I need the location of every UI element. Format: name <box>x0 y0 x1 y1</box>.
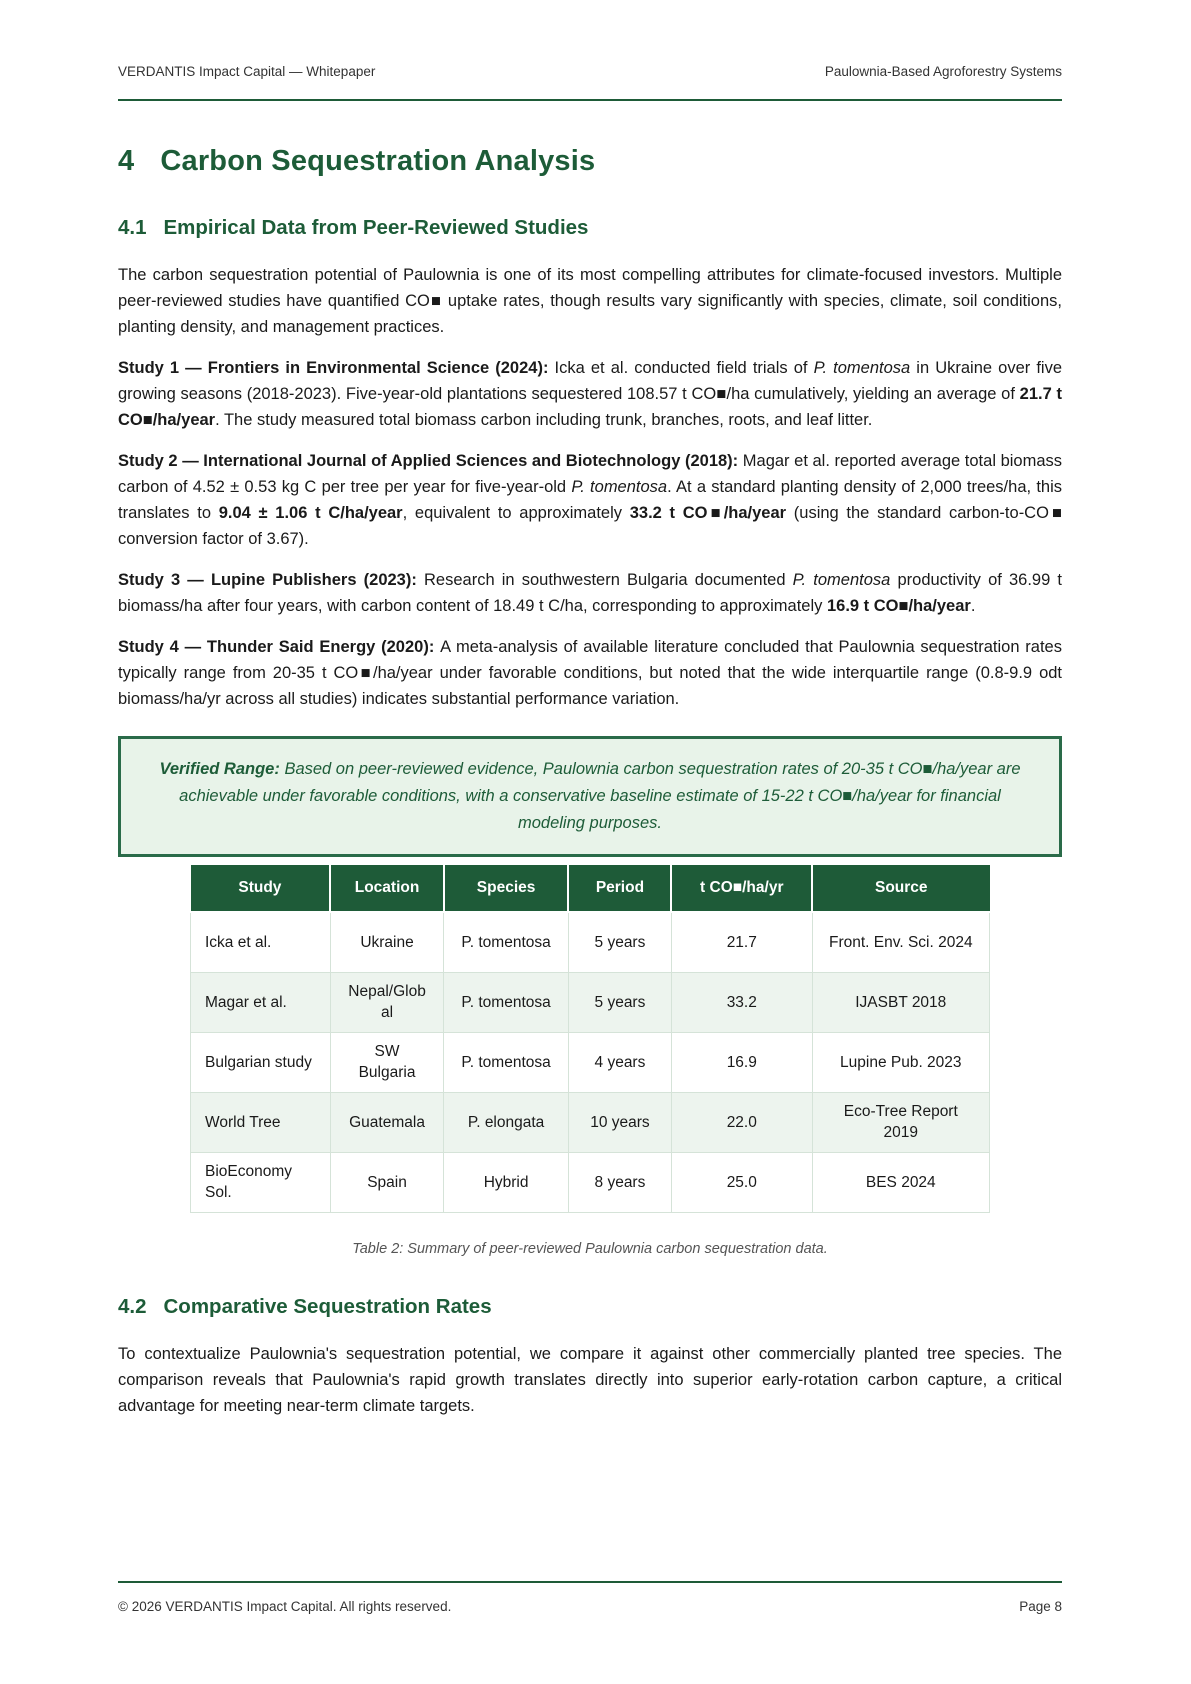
text-segment: Icka et al. conducted field trials of <box>554 359 814 377</box>
text-segment: Verified Range: <box>159 760 285 778</box>
table-cell: 8 years <box>568 1152 671 1212</box>
text-segment: Study 2 — International Journal of Applied Sciences and Biotechnology (2018): <box>118 452 743 470</box>
subsection-4-2-heading <box>118 1295 1062 1319</box>
text-segment: , equivalent to approximately <box>402 504 630 522</box>
table-cell: 10 years <box>568 1092 671 1152</box>
study-4-paragraph <box>118 634 1062 712</box>
table-cell: Ukraine <box>330 912 443 972</box>
table-row <box>191 1032 990 1092</box>
text-segment: To contextualize Paulownia's sequestration potential, we compare it against other commercially planted tree species. The comparison reveals that Paulownia's rapid growth translates directly into superior early-rotation carbon capture, a critical advantage for meeting near-term climate targets. <box>118 1344 1062 1415</box>
table-cell: P. elongata <box>444 1092 569 1152</box>
table-cell: Bulgarian study <box>191 1032 331 1092</box>
table-cell: Magar et al. <box>191 972 331 1032</box>
copyright-text: © 2026 VERDANTIS Impact Capital. All rights reserved. <box>118 1599 452 1614</box>
table-row <box>191 912 990 972</box>
subsection-number: 4.2 <box>118 1294 147 1318</box>
table-cell: Guatemala <box>330 1092 443 1152</box>
column-header: Location <box>330 865 443 912</box>
text-segment: in Ukraine over five growing seasons (2018-2023). Five-year-old plantations sequestered 108.57 t CO■/ha cumulatively, yielding an average of <box>118 359 1062 403</box>
table-cell: Lupine Pub. 2023 <box>812 1032 989 1092</box>
text-segment: . The study measured total biomass carbon including trunk, branches, roots, and leaf litter. <box>215 411 873 429</box>
table-cell: P. tomentosa <box>444 912 569 972</box>
text-segment: productivity of 36.99 t biomass/ha after four years, with carbon content of 18.49 t C/ha, corresponding to approximately <box>118 571 1062 615</box>
verified-range-callout <box>118 736 1062 857</box>
table-cell: Icka et al. <box>191 912 331 972</box>
table-cell: BioEconomy Sol. <box>191 1152 331 1212</box>
table-row <box>191 972 990 1032</box>
text-segment: P. tomentosa <box>792 571 891 589</box>
comparative-intro-paragraph <box>118 1341 1062 1419</box>
text-segment: Magar et al. reported average total biomass carbon of 4.52 ± 0.53 kg C per tree per year for five-year-old <box>118 452 1063 496</box>
text-segment: 9.04 ± 1.06 t C/ha/year <box>218 504 403 522</box>
text-segment: P. tomentosa <box>813 359 911 377</box>
text-segment: Study 4 — Thunder Said Energy (2020): <box>118 638 441 656</box>
table-cell: P. tomentosa <box>444 1032 569 1092</box>
table-row <box>191 1152 990 1212</box>
column-header: t CO■/ha/yr <box>671 865 812 912</box>
table-cell: IJASBT 2018 <box>812 972 989 1032</box>
header-right-text: Paulownia-Based Agroforestry Systems <box>824 64 1062 79</box>
column-header: Species <box>444 865 569 912</box>
table-cell: 25.0 <box>671 1152 812 1212</box>
table-cell: Eco-Tree Report 2019 <box>812 1092 989 1152</box>
table-cell: SW Bulgaria <box>330 1032 443 1092</box>
text-segment: 21.7 t CO■/ha/year <box>118 385 1062 429</box>
study-1-paragraph <box>118 355 1062 433</box>
text-segment: Study 1 — Frontiers in Environmental Science (2024): <box>118 359 555 377</box>
page-footer <box>118 1581 1062 1614</box>
subsection-4-1-heading <box>118 216 1062 240</box>
text-segment: The carbon sequestration potential of Paulownia is one of its most compelling attributes for climate-focused investors. Multiple peer-reviewed studies have quantified CO■ uptake rates, though results vary significantly with species, climate, soil conditions, planting density, and management practices. <box>118 266 1062 336</box>
text-segment: Research in southwestern Bulgaria documented <box>424 571 793 589</box>
table-cell: Nepal/Global <box>330 972 443 1032</box>
text-segment: Study 3 — Lupine Publishers (2023): <box>118 571 424 589</box>
column-header: Period <box>568 865 671 912</box>
table-cell: 16.9 <box>671 1032 812 1092</box>
column-header: Source <box>812 865 989 912</box>
text-segment: A meta-analysis of available literature concluded that Paulownia sequestration rates typically range from 20-35 t CO■/ha/year under favorable conditions, but noted that the wide interquartile range (0.8-9.9 odt biomass/ha/yr across all studies) indicates substantial performance variation. <box>118 638 1062 708</box>
table-cell: World Tree <box>191 1092 331 1152</box>
subsection-number: 4.1 <box>118 216 147 239</box>
page-number: Page 8 <box>1019 1599 1062 1614</box>
table-caption: Table 2: Summary of peer-reviewed Paulownia carbon sequestration data. <box>352 1240 828 1257</box>
study-2-paragraph <box>118 448 1062 552</box>
text-segment: . At a standard planting density of 2,000 trees/ha, this translates to <box>118 478 1063 522</box>
table-cell: BES 2024 <box>812 1152 989 1212</box>
table-cell: 5 years <box>568 972 671 1032</box>
table-cell: Spain <box>330 1152 443 1212</box>
section-number: 4 <box>118 145 135 177</box>
column-header: Study <box>191 865 331 912</box>
section-title-text: Carbon Sequestration Analysis <box>160 145 596 177</box>
table-cell: 5 years <box>568 912 671 972</box>
section-title <box>118 145 1062 178</box>
text-segment: (using the standard carbon-to-CO■ conversion factor of 3.67). <box>118 504 1063 548</box>
table-cell: Front. Env. Sci. 2024 <box>812 912 989 972</box>
study-3-paragraph <box>118 567 1062 619</box>
text-segment: Based on peer-reviewed evidence, Paulownia carbon sequestration rates of 20-35 t CO■/ha/year are achievable under favorable conditions, with a conservative baseline estimate of 15-22 t CO■/ha/year for financial modeling purposes. <box>179 760 1021 832</box>
table-row <box>191 1092 990 1152</box>
text-segment: 16.9 t CO■/ha/year <box>826 597 971 615</box>
sequestration-data-table <box>190 865 990 1213</box>
table-cell: 4 years <box>568 1032 671 1092</box>
text-segment: 33.2 t CO■/ha/year <box>629 504 787 522</box>
table-cell: 22.0 <box>671 1092 812 1152</box>
subsection-title-text: Empirical Data from Peer-Reviewed Studies <box>163 216 589 239</box>
table-cell: 33.2 <box>671 972 812 1032</box>
table-cell: P. tomentosa <box>444 972 569 1032</box>
page-header <box>118 64 1062 101</box>
table-cell: Hybrid <box>444 1152 569 1212</box>
text-segment: . <box>970 597 976 615</box>
text-segment: P. tomentosa <box>571 478 668 496</box>
intro-paragraph <box>118 262 1062 340</box>
table-header-row <box>191 865 990 912</box>
subsection-title-text: Comparative Sequestration Rates <box>163 1294 492 1318</box>
header-left-text: VERDANTIS Impact Capital — Whitepaper <box>118 64 376 79</box>
table-cell: 21.7 <box>671 912 812 972</box>
